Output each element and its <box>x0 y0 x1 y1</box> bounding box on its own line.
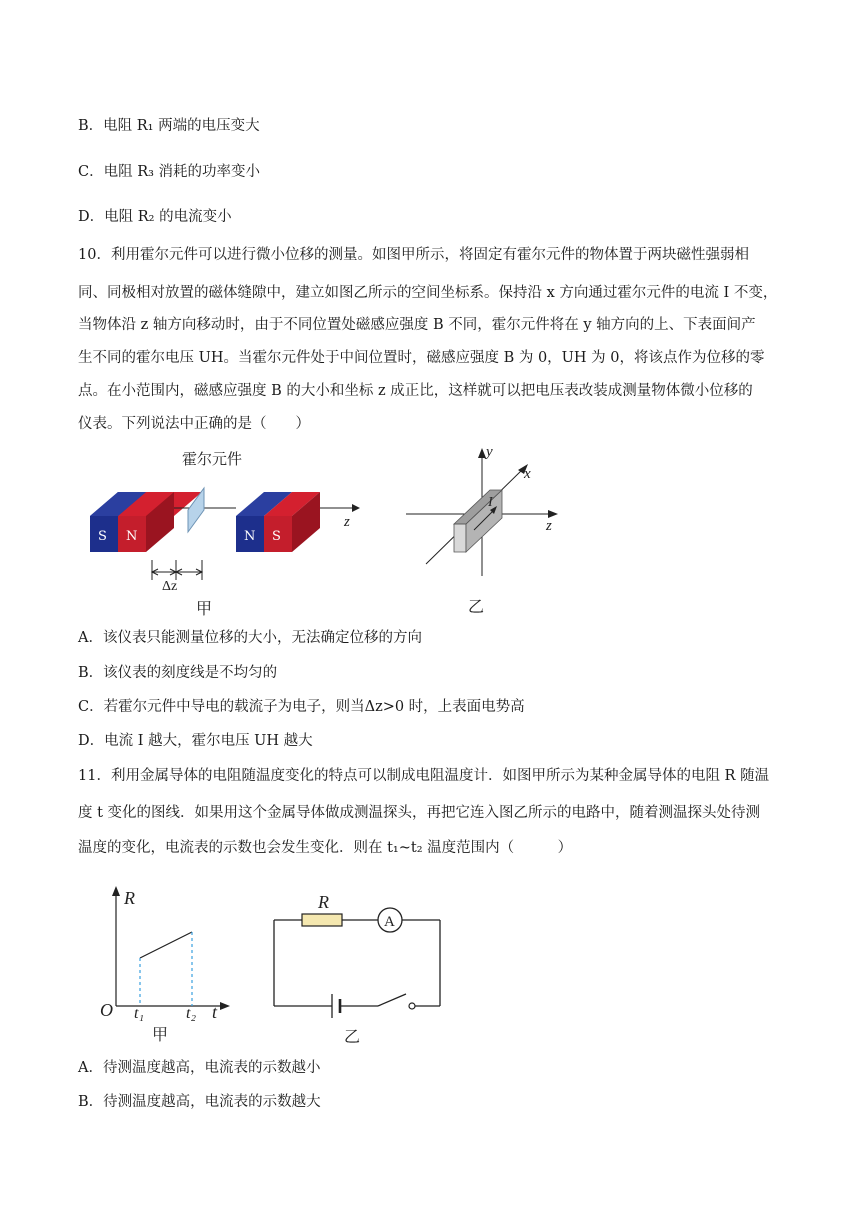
figure-jia-caption: 甲 <box>196 599 213 618</box>
current-i-label: I <box>488 495 493 510</box>
axis-z-label-yi: z <box>546 518 552 534</box>
q10-option-b: B．该仪表的刻度线是不均匀的 <box>78 665 278 681</box>
magnet-right-s-label: S <box>272 529 281 544</box>
delta-z-label: Δz <box>162 579 178 594</box>
graph-origin: O <box>100 1000 113 1020</box>
q9-option-c: C．电阻 R₃ 消耗的功率变小 <box>78 164 261 180</box>
magnet-left-s-label: S <box>98 529 107 544</box>
circuit-meter-label: A <box>384 914 395 930</box>
figure-resistance-graph <box>96 880 236 1050</box>
axis-z-label: z <box>344 514 350 530</box>
figure-yi-caption: 乙 <box>468 597 485 616</box>
q10-line-3: 当物体沿 z 轴方向移动时，由于不同位置处磁感应强度 B 不同，霍尔元件将在 y 轴方向的上、下表面间产 <box>78 317 756 333</box>
q11-line-2: 度 t 变化的图线．如果用这个金属导体做成测温探头，再把它连入图乙所示的电路中，随着测温探头处待测 <box>78 805 761 821</box>
magnet-left-n-label: N <box>126 529 138 544</box>
figure-magnets-jia <box>84 448 384 618</box>
q10-option-d: D．电流 I 越大，霍尔电压 UH 越大 <box>78 733 313 749</box>
q10-line-5: 点。在小范围内，磁感应强度 B 的大小和坐标 z 成正比，这样就可以把电压表改装成测量物体微小位移的 <box>78 383 753 399</box>
axis-x-label: x <box>524 466 531 482</box>
q10-line-2: 同、同极相对放置的磁体缝隙中，建立如图乙所示的空间坐标系。保持沿 x 方向通过霍尔元件的电流 I 不变， <box>78 285 778 301</box>
q11-line-3: 温度的变化，电流表的示数也会发生变化．则在 t₁~t₂ 温度范围内（ ） <box>78 840 573 856</box>
magnet-right-n-label: N <box>244 529 256 544</box>
q11-line-1: 11．利用金属导体的电阻随温度变化的特点可以制成电阻温度计．如图甲所示为某种金属导体的电阻 R 随温 <box>78 768 770 784</box>
axis-y-label: y <box>486 444 493 460</box>
q9-option-b: B．电阻 R₁ 两端的电压变大 <box>78 118 260 134</box>
q9-option-d: D．电阻 R₂ 的电流变小 <box>78 209 232 225</box>
q10-line-6: 仪表。下列说法中正确的是（ ） <box>78 416 310 432</box>
graph-caption: 甲 <box>152 1025 169 1044</box>
figure-circuit <box>262 890 452 1050</box>
q10-line-1: 10．利用霍尔元件可以进行微小位移的测量。如图甲所示，将固定有霍尔元件的物体置于两块磁性强弱相 <box>78 247 749 263</box>
circuit-resistor-label: R <box>318 892 329 912</box>
figure-axes-yi <box>402 440 572 618</box>
graph-t2: t₂ <box>186 1005 197 1022</box>
q10-option-c: C．若霍尔元件中导电的载流子为电子，则当Δz>0 时，上表面电势高 <box>78 699 525 715</box>
hall-element-label: 霍尔元件 <box>182 450 243 468</box>
q11-option-b: B．待测温度越高，电流表的示数越大 <box>78 1094 321 1110</box>
q10-line-4: 生不同的霍尔电压 UH。当霍尔元件处于中间位置时，磁感应强度 B 为 0，UH 为 0，将该点作为位移的零 <box>78 350 765 366</box>
circuit-caption: 乙 <box>344 1027 361 1046</box>
q10-option-a: A．该仪表只能测量位移的大小，无法确定位移的方向 <box>78 630 422 646</box>
graph-t1: t₁ <box>134 1005 145 1022</box>
graph-xlabel: t <box>212 1002 218 1022</box>
q11-option-a: A．待测温度越高，电流表的示数越小 <box>78 1060 321 1076</box>
graph-ylabel: R <box>124 888 135 908</box>
